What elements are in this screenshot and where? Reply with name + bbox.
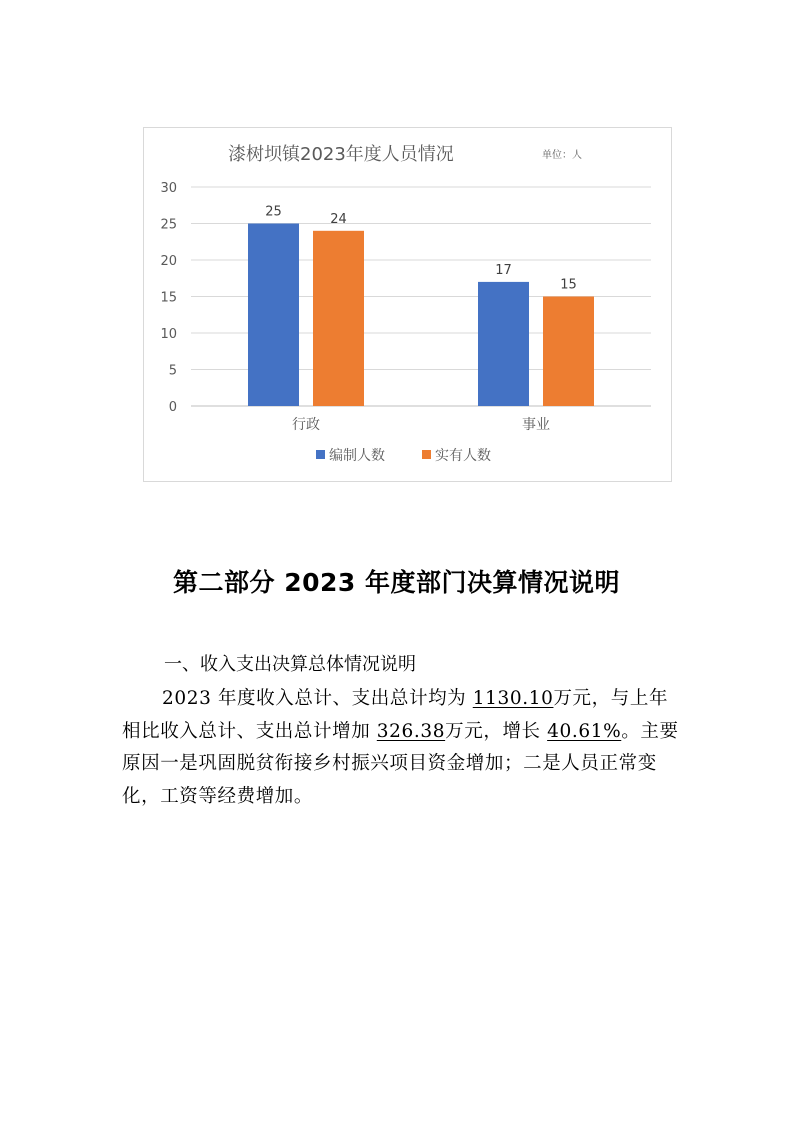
y-tick-label: 0 [168,400,177,415]
increase-amount: 326.38 [376,720,446,742]
section-heading: 第二部分 2023 年度部门决算情况说明 [173,568,620,597]
y-tick-label: 30 [160,181,177,196]
x-category-label: 行政 [292,417,320,433]
chart-unit-note: 单位：人 [542,150,582,161]
growth-rate: 40.61% [547,720,622,742]
para-text-2: 万元，与上年相比收入总计、支出总计增加 [122,688,669,742]
bar [313,231,364,406]
para-text-3: 万元，增长 [445,720,548,742]
y-tick-label: 5 [168,363,177,379]
y-tick-label: 25 [160,217,177,233]
y-tick-label: 15 [160,290,177,306]
para-text-4: 。主要原因一是巩固脱贫衔接乡村振兴项目资金增加；二是人员正常变化，工资等经费增加。 [122,720,679,807]
summary-paragraph [122,683,682,813]
subsection-heading: 一、收入支出决算总体情况说明 [164,654,416,675]
chart-title: 漆树坝镇2023年度人员情况 [228,144,454,165]
legend-swatch [316,450,325,459]
bar [478,282,529,406]
bar [248,224,299,407]
data-label: 24 [330,211,347,227]
data-label: 17 [495,262,512,278]
total-amount: 1130.10 [472,688,554,709]
data-label: 15 [560,277,577,293]
x-category-label: 事业 [522,417,550,433]
staffing-chart [143,127,672,482]
y-tick-label: 20 [160,254,177,269]
y-tick-label: 10 [160,327,177,342]
legend-label: 实有人数 [435,448,491,464]
chart-svg [144,128,671,481]
bar [543,297,594,407]
legend-swatch [422,450,431,459]
legend-label: 编制人数 [329,448,385,464]
data-label: 25 [265,204,282,220]
para-text-1: 2023 年度收入总计、支出总计均为 [162,688,473,709]
